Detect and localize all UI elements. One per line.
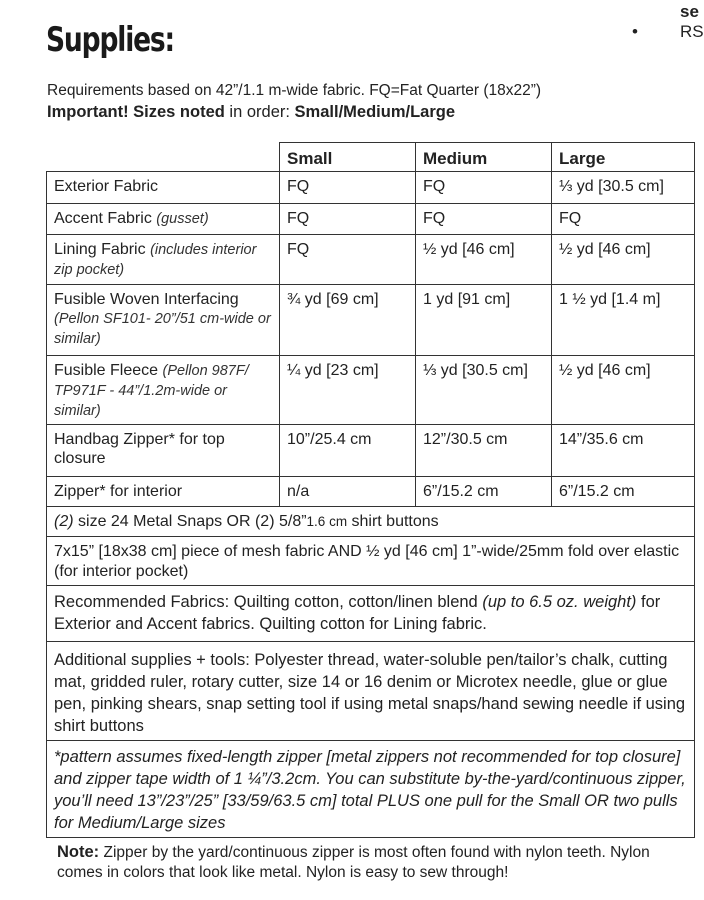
- page-title: Supplies:: [46, 20, 174, 60]
- label-main: Exterior Fabric: [54, 178, 159, 195]
- row-label: [47, 235, 280, 285]
- requirements-text: Requirements based on 42”/1.1 m-wide fabric. FQ=Fat Quarter (18x22”): [47, 82, 542, 99]
- row-label: [47, 285, 280, 356]
- table-row-recommended: [47, 586, 695, 642]
- table-row: [47, 477, 695, 507]
- label-main: Accent Fabric: [54, 210, 152, 227]
- note-text: Zipper by the yard/continuous zipper is most often found with nylon teeth. Nylon comes in colors that look like metal. Nylon is easy to sew through!: [57, 844, 650, 881]
- snaps-cell: [47, 507, 695, 537]
- row-label: [47, 477, 280, 507]
- important-label: Important! Sizes noted: [47, 103, 225, 121]
- label-main: Handbag Zipper* for top closure: [54, 431, 225, 467]
- row-label: [47, 356, 280, 425]
- header-medium: Medium: [416, 143, 552, 172]
- label-sub: (includes interior zip pocket): [54, 242, 257, 278]
- label-sub: (Pellon 987F/ TP971F - 44”/1.2m-wide or similar): [54, 363, 249, 419]
- recommended-cell: [47, 586, 695, 642]
- row-label: [47, 172, 280, 204]
- cell-small: FQ: [280, 235, 416, 285]
- mesh-cell: 7x15” [18x38 cm] piece of mesh fabric AND ½ yd [46 cm] 1”-wide/25mm fold over elastic (for interior pocket): [47, 537, 695, 586]
- row-label: [47, 425, 280, 477]
- header-small: Small: [280, 143, 416, 172]
- table-row: [47, 235, 695, 285]
- cell-small: FQ: [280, 172, 416, 204]
- snaps-cm: 1.6 cm: [306, 514, 348, 529]
- table-row: [47, 425, 695, 477]
- table-row-footnote: [47, 741, 695, 838]
- label-sub: (Pellon SF101- 20”/51 cm-wide or similar): [54, 311, 271, 347]
- cell-small: 10”/25.4 cm: [280, 425, 416, 477]
- table-row-mesh: [47, 537, 695, 586]
- label-main: Zipper* for interior: [54, 483, 183, 500]
- snaps-main: size 24 Metal Snaps OR (2) 5/8”: [73, 513, 307, 530]
- cell-medium: ½ yd [46 cm]: [416, 235, 552, 285]
- cell-medium: 1 yd [91 cm]: [416, 285, 552, 356]
- note-label: Note:: [57, 843, 100, 861]
- table-row-additional: [47, 642, 695, 741]
- snaps-pre: (2): [54, 513, 74, 530]
- table-row: [47, 172, 695, 204]
- cell-large: ⅓ yd [30.5 cm]: [552, 172, 695, 204]
- additional-cell: Additional supplies + tools: Polyester thread, water-soluble pen/tailor’s chalk, cutting mat, gridded ruler, rotary cutter, size 14 or 16 denim or Microtex needle, glue or glue pen, pinking shears, snap setting tool if using metal snaps/hand sewing needle if using shirt buttons: [47, 642, 695, 741]
- zipper-note: [57, 842, 687, 883]
- cell-small: ¾ yd [69 cm]: [280, 285, 416, 356]
- table-row: [47, 204, 695, 235]
- cell-medium: ⅓ yd [30.5 cm]: [416, 356, 552, 425]
- footnote-cell: *pattern assumes fixed-length zipper [metal zippers not recommended for top closure] and zipper tape width of 1 ¼”/3.2cm. You can substitute by-the-yard/continuous zipper, you’ll need 13”/23”/25” [33/59/63.5 cm] total PLUS one pull for the Small OR two pulls for Medium/Large sizes: [47, 741, 695, 838]
- recommended-c: for Exterior and Accent fabrics. Quilting cotton for Lining fabric.: [54, 593, 661, 633]
- cell-large: 14”/35.6 cm: [552, 425, 695, 477]
- table-row: [47, 356, 695, 425]
- cell-large: ½ yd [46 cm]: [552, 356, 695, 425]
- cell-large: 6”/15.2 cm: [552, 477, 695, 507]
- recommended-a: Recommended Fabrics: Quilting cotton, cotton/linen blend: [54, 593, 483, 611]
- label-main: Fusible Fleece: [54, 362, 159, 379]
- label-sub: (gusset): [156, 211, 209, 227]
- important-sizes: Small/Medium/Large: [294, 103, 456, 121]
- cell-large: ½ yd [46 cm]: [552, 235, 695, 285]
- header-large: Large: [552, 143, 695, 172]
- corner-text-top: se: [680, 2, 699, 21]
- header-blank: [47, 143, 280, 172]
- supplies-table: [46, 142, 695, 838]
- label-main: Fusible Woven Interfacing: [54, 291, 239, 308]
- important-normal: in order:: [224, 103, 295, 121]
- table-header-row: [47, 143, 695, 172]
- row-label: [47, 204, 280, 235]
- cell-medium: FQ: [416, 204, 552, 235]
- cell-medium: 6”/15.2 cm: [416, 477, 552, 507]
- table-row-snaps: [47, 507, 695, 537]
- cell-small: ¼ yd [23 cm]: [280, 356, 416, 425]
- cell-medium: FQ: [416, 172, 552, 204]
- cell-large: FQ: [552, 204, 695, 235]
- cell-medium: 12”/30.5 cm: [416, 425, 552, 477]
- corner-text-bottom: RS: [680, 22, 704, 41]
- cell-small: n/a: [280, 477, 416, 507]
- bullet-icon: •: [632, 22, 638, 41]
- label-main: Lining Fabric: [54, 241, 146, 258]
- important-text: [47, 103, 455, 122]
- recommended-b: (up to 6.5 oz. weight): [482, 593, 637, 611]
- table-row: [47, 285, 695, 356]
- cell-large: 1 ½ yd [1.4 m]: [552, 285, 695, 356]
- cell-small: FQ: [280, 204, 416, 235]
- snaps-post: shirt buttons: [347, 513, 439, 530]
